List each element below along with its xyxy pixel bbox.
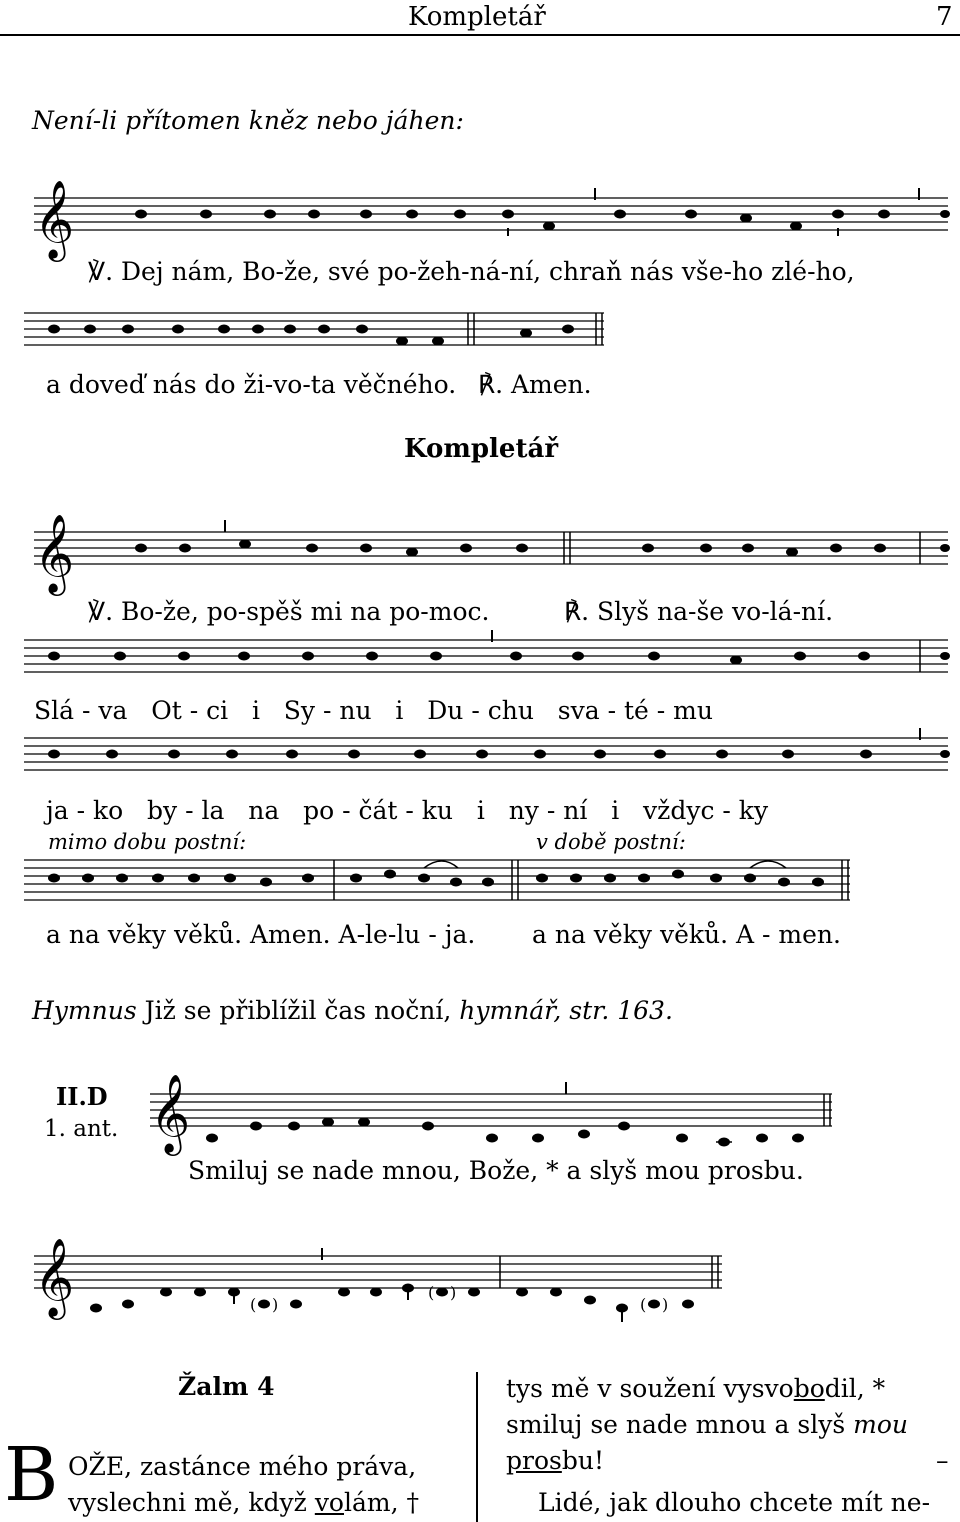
header-rule [0, 34, 960, 36]
accent-syllable: pros [506, 1446, 562, 1475]
accent-syllable: vo [314, 1488, 344, 1517]
staff-opening-2 [0, 628, 960, 688]
hymn-ref: hymnář, str. 163. [459, 996, 673, 1025]
flex-dash: – [936, 1446, 949, 1475]
rubric-outside-lent: mimo dobu postní: [48, 830, 247, 854]
antiphon-mode: II.D [56, 1082, 108, 1111]
treble-clef-icon: 𝄞 [34, 180, 75, 259]
svg-text:): ) [272, 1295, 279, 1314]
opening-versicle: ℣. Bo-že, po-spěš mi na po-moc. [88, 597, 490, 626]
accent-syllable: bo [793, 1374, 825, 1403]
opening-doxology-a: a na věky věků. Amen. A-le-lu - ja. [46, 920, 476, 949]
psalm-right-line-3 [506, 1446, 604, 1475]
staff-antiphon [0, 1070, 960, 1170]
psalm-right-line-2 [506, 1410, 908, 1439]
treble-clef-icon: 𝄞 [34, 1238, 75, 1317]
hymn-title: Již se přiblížil čas noční, [144, 996, 452, 1025]
svg-text:): ) [662, 1295, 669, 1314]
staff-opening-4 [0, 854, 960, 914]
opening-gloria-1: Slá - va Ot - ci i Sy - nu i Du - chu sva - té - mu [34, 696, 713, 725]
rubric-in-lent: v době postní: [536, 830, 686, 854]
psalm-verse-text: vyslechni mě, když [68, 1488, 315, 1517]
opening-gloria-2: ja - ko by - la na po - čát - ku i ny - ní i vždyc - ky [46, 796, 769, 825]
psalm-initial: B [4, 1432, 59, 1518]
running-title: Kompletář [408, 2, 546, 32]
hymn-label: Hymnus [32, 996, 137, 1025]
antiphon-label: 1. ant. [44, 1116, 119, 1142]
psalm-title: Žalm 4 [178, 1372, 275, 1401]
opening-doxology-b: a na věky věků. A - men. [532, 920, 841, 949]
psalm-verse-text: smiluj se nade mnou a slyš [506, 1410, 854, 1439]
psalm-verse-text: bu! [561, 1446, 604, 1475]
staff-opening-3 [0, 726, 960, 786]
treble-clef-icon: 𝄞 [150, 1074, 191, 1153]
psalm-right-line-4: Lidé, jak dlouho chcete mít ne- [538, 1488, 931, 1517]
blessing-line-2: a doveď nás do ži-vo-ta věčného. [46, 370, 457, 399]
psalm-verse-text: tys mě v soužení vysvo [506, 1374, 794, 1403]
rubric-no-priest: Není-li přítomen kněz nebo jáhen: [32, 106, 464, 135]
psalm-verse-text: dil, * [824, 1374, 886, 1403]
blessing-response: ℟. Amen. [478, 370, 592, 399]
staff-blessing-2 [0, 305, 960, 365]
psalm-verse-text: OŽE, zastánce mého práva, [68, 1452, 417, 1481]
page-number: 7 [936, 2, 953, 32]
svg-text:): ) [450, 1283, 457, 1302]
staff-psalm-tone [0, 1236, 960, 1336]
svg-text:(: ( [428, 1283, 435, 1302]
notes [135, 210, 950, 231]
opening-response: ℟. Slyš na-še vo-lá-ní. [564, 597, 834, 626]
section-title: Kompletář [404, 434, 559, 464]
psalm-left-line-1 [68, 1452, 416, 1481]
svg-text:(: ( [640, 1295, 647, 1314]
blessing-line-1: ℣. Dej nám, Bo-že, své po-žeh-ná-ní, chraň nás vše-ho zlé-ho, [88, 257, 855, 286]
psalm-right-line-1 [506, 1374, 885, 1403]
psalm-left-line-2 [68, 1488, 419, 1517]
psalm-verse-italic: mou [853, 1410, 908, 1439]
antiphon-text: Smiluj se nade mnou, Bože, * a slyš mou prosbu. [188, 1156, 804, 1185]
column-divider [476, 1372, 478, 1522]
psalm-verse-text: lám, † [344, 1488, 419, 1517]
hymn-line [32, 996, 673, 1025]
svg-text:(: ( [250, 1295, 257, 1314]
treble-clef-icon: 𝄞 [34, 514, 75, 593]
